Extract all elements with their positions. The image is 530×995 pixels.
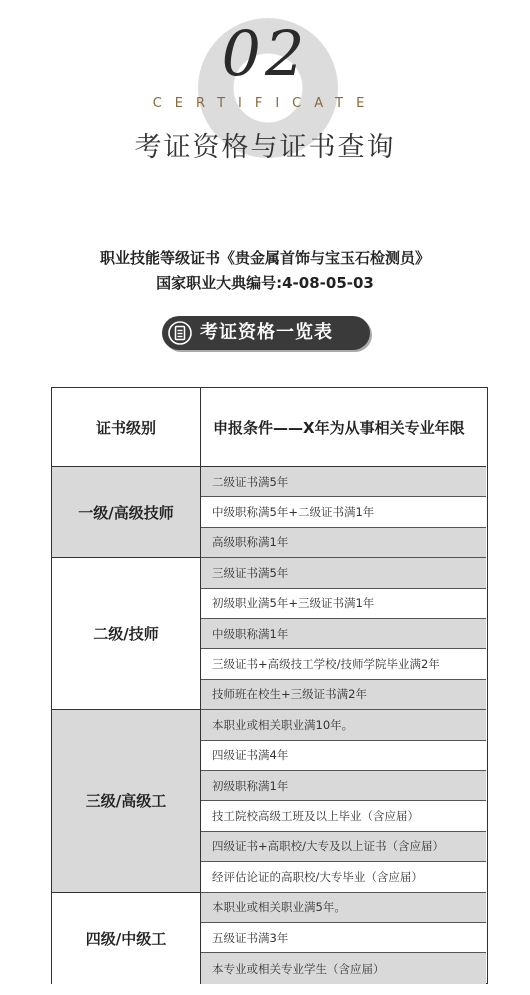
level-cell: 二级/技师	[52, 558, 201, 710]
condition-cell: 经评估论证的高职校/大专毕业（含应届）	[201, 862, 486, 892]
condition-cell: 初级职称满1年	[201, 771, 486, 801]
level-cell: 三级/高级工	[52, 710, 201, 892]
occupation-code: 国家职业大典编号:4-08-05-03	[156, 274, 374, 292]
column-header-conditions: 申报条件——X年为从事相关专业年限	[201, 388, 486, 467]
condition-cell: 三级证书+高级技工学校/技师学院毕业满2年	[201, 649, 486, 679]
certificate-label: CERTIFICATE	[152, 96, 378, 111]
condition-cell: 本专业或相关专业学生（含应届）	[201, 953, 486, 983]
condition-cell: 技师班在校生+三级证书满2年	[201, 680, 486, 710]
column-header-level: 证书级别	[52, 388, 201, 467]
condition-cell: 四级证书满4年	[201, 741, 486, 771]
condition-cell: 技工院校高级工班及以上毕业（含应届）	[201, 801, 486, 831]
condition-cell: 四级证书+高职校/大专及以上证书（含应届）	[201, 832, 486, 862]
document-list-icon	[168, 321, 192, 345]
table-title-badge	[162, 316, 370, 350]
condition-cell: 三级证书满5年	[201, 558, 486, 588]
section-number: 02	[221, 17, 309, 90]
qualification-table	[51, 387, 488, 984]
condition-cell: 中级职称满1年	[201, 619, 486, 649]
level-cell: 四级/中级工	[52, 893, 201, 984]
certificate-name: 职业技能等级证书《贵金属首饰与宝玉石检测员》	[99, 249, 430, 267]
condition-cell: 本职业或相关职业满5年。	[201, 893, 486, 923]
condition-cell: 初级职业满5年+三级证书满1年	[201, 589, 486, 619]
badge-label: 考证资格一览表	[200, 322, 333, 343]
page-title: 考证资格与证书查询	[134, 132, 396, 163]
condition-cell: 本职业或相关职业满10年。	[201, 710, 486, 740]
level-cell: 一级/高级技师	[52, 467, 201, 558]
condition-cell: 五级证书满3年	[201, 923, 486, 953]
condition-cell: 二级证书满5年	[201, 467, 486, 497]
condition-cell: 高级职称满1年	[201, 528, 486, 558]
condition-cell: 中级职称满5年+二级证书满1年	[201, 497, 486, 527]
